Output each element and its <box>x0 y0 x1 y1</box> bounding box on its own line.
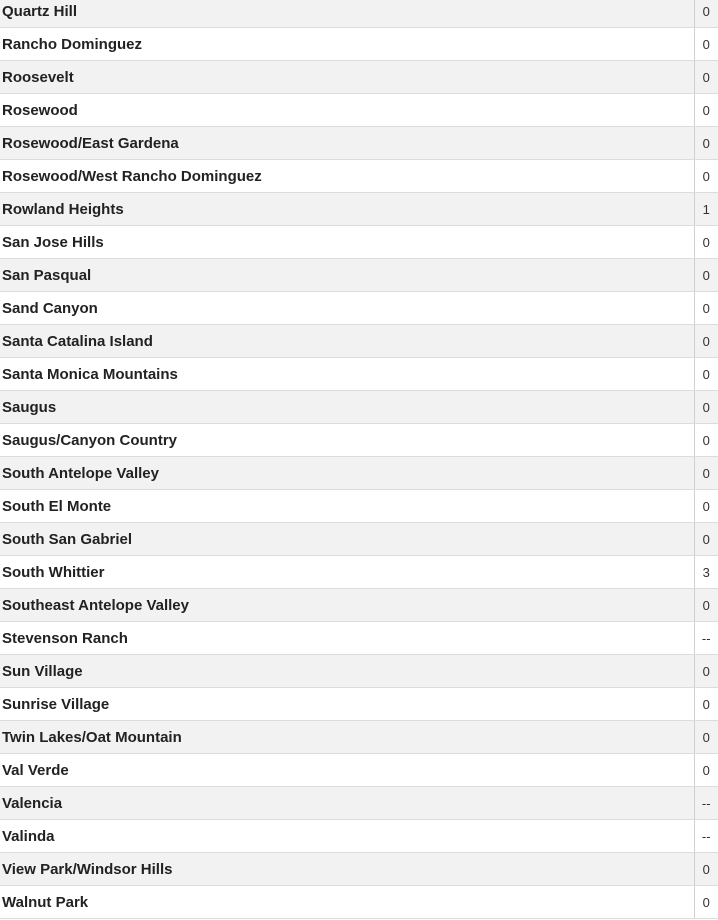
table-row <box>0 721 718 754</box>
community-name: Santa Monica Mountains <box>0 358 694 391</box>
table-row <box>0 457 718 490</box>
table-row <box>0 61 718 94</box>
community-count: 0 <box>694 721 718 754</box>
table-row <box>0 325 718 358</box>
community-name: Stevenson Ranch <box>0 622 694 655</box>
community-name: Rosewood <box>0 94 694 127</box>
table-row <box>0 688 718 721</box>
community-name: Valencia <box>0 787 694 820</box>
community-name: Sun Village <box>0 655 694 688</box>
community-name: Valinda <box>0 820 694 853</box>
community-name: Rosewood/East Gardena <box>0 127 694 160</box>
community-name: Rosewood/West Rancho Dominguez <box>0 160 694 193</box>
community-count: 0 <box>694 325 718 358</box>
community-count: 0 <box>694 424 718 457</box>
community-count: 0 <box>694 28 718 61</box>
table-row <box>0 556 718 589</box>
community-name: South San Gabriel <box>0 523 694 556</box>
community-name: Saugus <box>0 391 694 424</box>
table-row <box>0 523 718 556</box>
table-row <box>0 391 718 424</box>
community-count: 3 <box>694 556 718 589</box>
community-count: 0 <box>694 688 718 721</box>
community-name: View Park/Windsor Hills <box>0 853 694 886</box>
community-count: -- <box>694 622 718 655</box>
community-name: Saugus/Canyon Country <box>0 424 694 457</box>
table-row <box>0 820 718 853</box>
table-row <box>0 127 718 160</box>
table-row <box>0 886 718 919</box>
community-count: 0 <box>694 226 718 259</box>
table-row <box>0 160 718 193</box>
table-row <box>0 490 718 523</box>
community-count: 0 <box>694 358 718 391</box>
table-row <box>0 655 718 688</box>
community-name: Santa Catalina Island <box>0 325 694 358</box>
table-row <box>0 226 718 259</box>
community-count: 0 <box>694 886 718 919</box>
community-name: Rancho Dominguez <box>0 28 694 61</box>
table-row <box>0 622 718 655</box>
community-count: 0 <box>694 589 718 622</box>
community-count: 0 <box>694 61 718 94</box>
table-row <box>0 424 718 457</box>
community-name: Walnut Park <box>0 886 694 919</box>
community-name: Quartz Hill <box>0 0 694 28</box>
community-name: Roosevelt <box>0 61 694 94</box>
table-row <box>0 0 718 28</box>
community-count: 0 <box>694 127 718 160</box>
community-count: 0 <box>694 853 718 886</box>
table-row <box>0 589 718 622</box>
community-name: Sunrise Village <box>0 688 694 721</box>
community-name: South El Monte <box>0 490 694 523</box>
table-row <box>0 259 718 292</box>
table-row <box>0 853 718 886</box>
community-count: 0 <box>694 292 718 325</box>
community-count: 0 <box>694 94 718 127</box>
community-name: San Jose Hills <box>0 226 694 259</box>
table-row <box>0 358 718 391</box>
community-count: 0 <box>694 259 718 292</box>
community-count: 1 <box>694 193 718 226</box>
community-count: 0 <box>694 0 718 28</box>
community-count: 0 <box>694 160 718 193</box>
community-name: Rowland Heights <box>0 193 694 226</box>
table-row <box>0 754 718 787</box>
community-name: South Antelope Valley <box>0 457 694 490</box>
community-count: 0 <box>694 457 718 490</box>
community-name: Sand Canyon <box>0 292 694 325</box>
table-row <box>0 292 718 325</box>
community-count: 0 <box>694 754 718 787</box>
community-name: Val Verde <box>0 754 694 787</box>
community-count: 0 <box>694 655 718 688</box>
community-name: Twin Lakes/Oat Mountain <box>0 721 694 754</box>
community-name: San Pasqual <box>0 259 694 292</box>
community-count: -- <box>694 787 718 820</box>
community-count: -- <box>694 820 718 853</box>
community-name: South Whittier <box>0 556 694 589</box>
table-row <box>0 28 718 61</box>
community-count: 0 <box>694 490 718 523</box>
community-name: Southeast Antelope Valley <box>0 589 694 622</box>
table-row <box>0 787 718 820</box>
community-count: 0 <box>694 391 718 424</box>
table-row <box>0 193 718 226</box>
community-count: 0 <box>694 523 718 556</box>
table-row <box>0 94 718 127</box>
